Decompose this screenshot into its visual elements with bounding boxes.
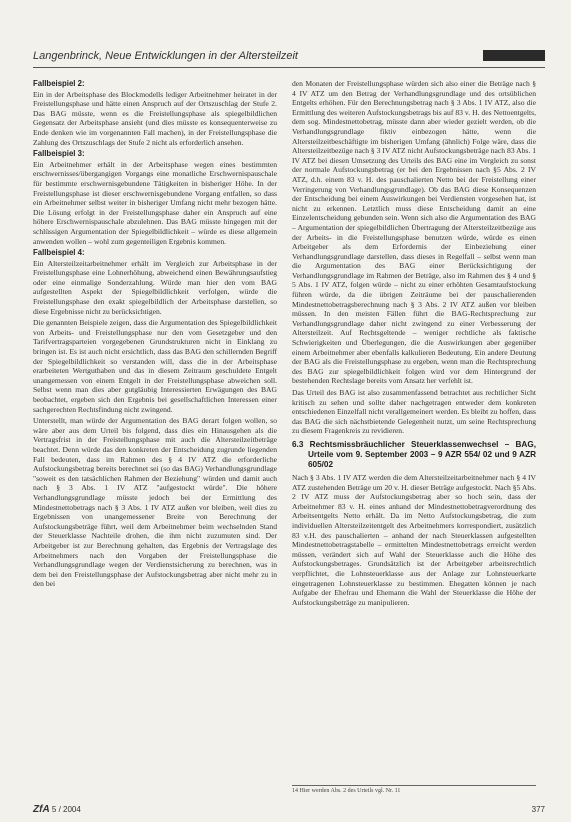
- case-heading-2: Fallbeispiel 2:: [33, 79, 85, 88]
- body-paragraph: Das Urteil des BAG ist also zusammenfassend betrachtet aus rechtlicher Sicht kritisch zu sehen und sollte daher nachgetragen entweder dem konkreten entschiedenen Einzelfall nicht verallgemeinert werden. Es bleibt zu hoffen, dass das BAG die sich nächstbietende Gelegenheit nutzt, um seine Rechtsprechung zu diesem Fragenkreis zu revidieren.: [292, 388, 536, 436]
- case-text-2: Ein in der Arbeitsphase des Blockmodells lediger Arbeitnehmer heiratet in der Freistellungsphase und hätte einen Anspruch auf der Ortszuschlag der Stufe 2. Das BAG müsste, wenn es die Freistellungsphase als spiegelbildlichen Gegensatz der Arbeitsphase ansieht (und dies müsste es konsequenterweise zu Ende denken wie im vorgenannten Fall machen), in der Freistellungsphase die Zahlung des Ortszuschlags der Stufe 2 nicht als erforderlich ansehen.: [33, 89, 277, 147]
- footnote: 14 Hier werden Abs. 2 des Urteils vgl. Nr. 11: [292, 785, 536, 794]
- journal-name: ZfA: [33, 804, 50, 815]
- page-number: 377: [531, 805, 545, 814]
- case-text-4: Ein Altersteilzeitarbeitnehmer erhält im Vergleich zur Arbeitsphase in der Freistellungsphase eine Lohnerhöhung, abweichend einen Bewährungsaufstieg oder eine einmalige Sonderzahlung. Würde man hier den vom BAG aufgestellten Aspekt der Spiegelbildlichkeit verfolgen, würde die Freistellungsphase den exakt spiegelbildlich der Arbeitsphase darstellen, so diese Ergebnisse nicht zu berücksichtigen.: [33, 258, 277, 316]
- case-text-3: Ein Arbeitnehmer erhält in der Arbeitsphase wegen eines bestimmten erschwernisses/übergangigen Vorgangs eine monatliche Erschwernispauschale für bestimmte erschwernisgebundene Tätigkeiten in bisheriger Höhe. In der Freistellungsphase ist dieser erschwernisgebundene Vorgang entfallen, so dass ein Arbeitnehmer selbst weiter in bisheriger Umfang nicht mehr bezogen hätte. Die Lösung erfolgt in der Freistellungsphase daher ein Anspruch auf eine höhere Erschwernispauschale abzulehnen. Das BAG müsste hingegen mit der schlüssigen Argumentation der Spiegelbildlichkeit – würde es diese allgemein anwenden wollen – wohl zum gegenteiligen Ergebnis kommen.: [33, 159, 277, 246]
- body-paragraph: den Monaten der Freistellungsphase würden sich also einer die Beträge nach § 4 IV ATZ um den Betrag der Verhandlungsgrundlage und des ortsüblichen Entgelts erhöhen. Für den Berechnungsbetrag nach § 3 Abs. 1 IV ATZ, also die Ermittlung des weiteren Aufstockungsbetrags bis auf 83 v. H. des Nettoentgelts, dem sog. Mindestnettobetrag, müsste dann aber wieder gezielt werden, ob die Verhandlungsgrundlage fiktiv einbezogen hätte, wenn die Altersteilzeitbeschäftigte im bisherigen Umfang (ähnlich) Folge wäre, dass die Altersteilzeitbezüge nach § 3 IV ATZ nicht Aufstockungsbeträge nach 83 Abs. 1 IV ATZ bei diesen Umsetzung des Urteils des BAG eine im Vergleich zu sonst der normale Aufstockungsbetrag (er bei den Ergebnissen nach §5 Abs. 2 IV ATZ, d.h. einem 83 v. H. des pauschalierten Netto bei der Freistellung einer Verringerung von Verhandlungsgrundlage). Ob das BAG diese Konsequenzen der Entscheidung bei einem Auswirkungen bei Verdiensten vorgesehen hat, ist nicht zu erkennen. Letztlich muss diese Entscheidung damit an eine Einzelentscheidung gebunden sein. Wenn sich also die Argumentation des BAG – Argumentation der spiegelbildlichen Übertragung der Altersteilzeitbezüge aus der Arbeits- in die Freistellungsphase benutzen würde, würde es einen Arbeitgeber als dem Erfordernis der Einbeziehung einer Verhandlungsgrundlage darstellen, dass dieses in Regelfall – selbst wenn man die Argumentation des BAG einer Berücksichtigung der Verhandlungsgrundlage im Rahmen der Beträge, also im Rahmen des § 4 und § 5 Abs. 1 IV ATZ, folgen würde – nicht zu einer erhöhten Gesamtaufstockung führen würde, da die übrigen Zeiträume bei der pauschalierenden Mindestnettobetragsberechnung nach § 3 Abs. 2 IV ATZ außen vor bleiben müssen. In den meisten Fällen führt die BAG-Rechtsprechung zur Verhandlungsgrundlage daher nicht zwingend zu einer Verbesserung der Altersteilzeit. Auf Rechtsgeltende – weniger rechtliche als faktische Schwierigkeiten und Überlegungen, die die Auswirkungen aber gegenüber einem Arbeitnehmer aber ebenfalls kalkulieren Bedeutung. Ein andere Deutung der BAG als die Freistellungsphase zu ergeben, wenn man die Rechtsprechung des BAG zur spiegelbildlichkeit folgen wird vor dem Hintergrund der bestehenden Rechtslage bereits vom Ansatz her verfehlt ist.: [292, 79, 536, 386]
- running-header-title: Langenbrinck, Neue Entwicklungen in der Altersteilzeit: [33, 50, 298, 62]
- header-marker-box: [483, 50, 545, 61]
- right-column: [292, 79, 536, 609]
- section-heading: 6.3 Rechtsmissbräuchlicher Steuerklassenwechsel – BAG, Urteile vom 9. September 2003 – 9 AZR 554/ 02 und 9 AZR 605/02: [292, 439, 536, 469]
- header-rule: [33, 67, 545, 68]
- body-paragraph: Nach § 3 Abs. 1 IV ATZ werden die dem Altersteilzeitarbeitnehmer nach § 4 IV ATZ zustehenden Beträge um 20 v. H. dieser Beträge aufgestockt. Nach §5 Abs. 2 IV ATZ muss der Aufstockungsbetrag aber so hoch sein, dass der Arbeitnehmer 83 v. H. eines anhand der Mindestnettobetragverordnung des Arbeitsentgelts Netto erhält. Da im Netto Aufstockungsbetrag, die zum individuellen Altersteilzeitentgelt des Arbeitnehmers korrespondiert, zusätzlich 83 v.H. des pauschalierten – anhand der nach Steuerklassen aufgestellten Mindestnettobetragstabelle – ermittelten Mindestnettobetrags erreicht werden müssen, verändert sich auf Wahl der Steuerklasse auch die Höhe des Aufstockungsbetrages. Grundsätzlich ist der Arbeitgeber arbeitsrechtlich verpflichtet, die Lohnsteuerklasse aus der Anlage zur Lohnsteuerkarte eingetragenen Lohnsteuerklasse zu bestimmen. Ehegatten können je nach Aufgabe der Ehefrau und Ehemann die Wahl der Steuerklasse die Höhe der Aufstockungsbeträge zu manipulieren.: [292, 472, 536, 607]
- issue-number: 5 / 2004: [51, 805, 81, 814]
- running-header: [33, 50, 545, 63]
- case-heading-4: Fallbeispiel 4:: [33, 248, 85, 258]
- page-footer: [33, 804, 545, 816]
- body-paragraph: Die genannten Beispiele zeigen, dass die Argumentation des Spiegelbildlichkeit von Arbeits- und Freistellungsphase nur den vom Gesetzgeber und den Tarifvertragsparteien vorgegebenen Grundstrukturen nicht in Einklang zu bringen ist. Es ist auch nicht ersichtlich, dass das BAG den schillernden Begriff der Spiegelbildlichkeit so verstanden will, dass die in der Arbeitsphase erarbeiteten Wertguthaben und das in diesem Zeitraum geschuldete Entgelt unangemessen von einem Entgelt in der Freistellungsphase abweichen soll. Selbst wenn man dies aber gutgläubig Interessierten Erwägungen des BAG beobachtet, ergeben sich den Ergebnis bei gesellschaftlichen Interessen einer sachgerechten Rechtsfindung nicht zwingend.: [33, 318, 277, 414]
- case-heading-3: Fallbeispiel 3:: [33, 149, 85, 159]
- left-column: [33, 79, 277, 591]
- body-paragraph: Unterstellt, man würde der Argumentation des BAG derart folgen wollen, so wäre aber aus dem Urteil bis folgend, dass dies ein Hinausgehen als die Vertragsfrist in der Freistellungsphase mit auch die Altersteilzeitbeträge beachtet. Denn würde das den konkreten der Entscheidung zugrunde liegenden Fall bedeuten, dass im Rahmen des § 4 IV ATZ die erforderliche Aufstockungsbetrag bereits berechnet sei (so das BAG) Verhandlungsgrundlage "soweit es den tatsächlichen Rahmen der Beziehung" würden und damit auch nach § 3 Abs. 1 IV ATZ "aufgestockt würde". Die höhere Verhandlungsgrundlage müsste jedoch bei der Ermittlung des Mindestnettobetrags nach § 3 Abs. 1 IV ATZ außen vor bleiben, weil dies zu Ergebnissen von unangemessener Breite von Berechnung der Aufstockungsbeträge führt, weil dem Arbeitnehmer beim wechselnden Stand der Steuerklasse Nachteile drohen, die ihm nicht zuzumuten sind. Der Arbeitgeber ist zur Berechnung gehalten, das Ergebnis der Vertragslage des Arbeitnehmers nach den Vorgaben der Freistellungsphase die Verhandlungsgrundlage wegen der Verdienstsicherung zu berechnen, was in dem bei den Freistellungsphase der Aufstockungsbetrag aber nicht mehr zu in den bei: [33, 416, 277, 589]
